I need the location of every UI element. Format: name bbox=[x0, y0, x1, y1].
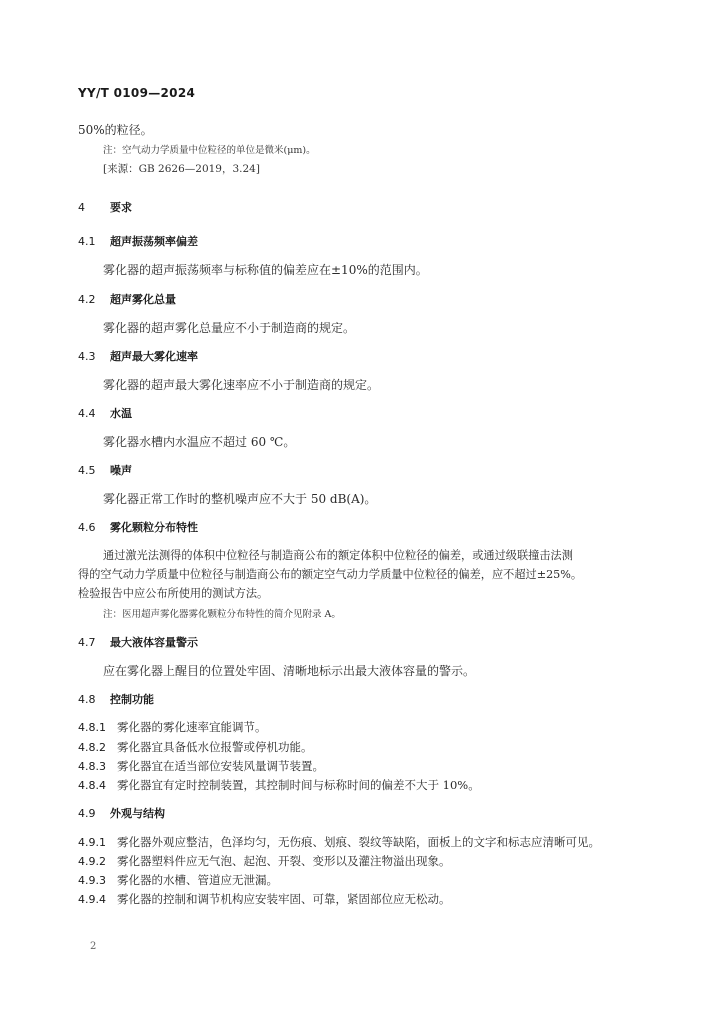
item-number: 4.9.1 bbox=[78, 836, 106, 849]
clause-4-8-1 bbox=[78, 719, 267, 735]
definition-note: 注：空气动力学质量中位粒径的单位是微米(μm)。 bbox=[103, 145, 316, 156]
clause-4-8-2 bbox=[78, 739, 313, 755]
clause-4-2-text: 雾化器的超声雾化总量应不小于制造商的规定。 bbox=[103, 321, 356, 335]
clause-title: 超声振荡频率偏差 bbox=[110, 235, 198, 248]
clause-title: 外观与结构 bbox=[110, 807, 165, 820]
clause-4-1-text: 雾化器的超声振荡频率与标称值的偏差应在±10%的范围内。 bbox=[103, 263, 428, 277]
item-number: 4.9.3 bbox=[78, 874, 106, 887]
clause-4-6-note: 注：医用超声雾化器雾化颗粒分布特性的简介见附录 A。 bbox=[103, 609, 341, 620]
definition-source: [来源：GB 2626—2019，3.24] bbox=[103, 163, 260, 175]
clause-4-4-text: 雾化器水槽内水温应不超过 60 ℃。 bbox=[103, 435, 296, 449]
clause-title: 噪声 bbox=[110, 464, 132, 477]
section-title: 要求 bbox=[110, 201, 132, 214]
clause-4-9-3 bbox=[78, 872, 278, 888]
clause-4-2-heading bbox=[78, 291, 176, 307]
clause-4-3-text: 雾化器的超声最大雾化速率应不小于制造商的规定。 bbox=[103, 378, 380, 392]
page-number: 2 bbox=[90, 941, 97, 952]
clause-4-6-line-2: 得的空气动力学质量中位粒径与制造商公布的额定空气动力学质量中位粒径的偏差，应不超过±25%。 bbox=[78, 568, 583, 581]
item-number: 4.8.3 bbox=[78, 760, 106, 773]
clause-number: 4.1 bbox=[78, 235, 96, 248]
clause-number: 4.6 bbox=[78, 521, 96, 534]
clause-title: 超声雾化总量 bbox=[110, 293, 176, 306]
clause-4-9-4 bbox=[78, 891, 451, 907]
item-text: 雾化器的水槽、管道应无泄漏。 bbox=[117, 873, 278, 887]
item-number: 4.9.2 bbox=[78, 855, 106, 868]
item-number: 4.8.4 bbox=[78, 779, 106, 792]
clause-number: 4.4 bbox=[78, 407, 96, 420]
item-text: 雾化器的控制和调节机构应安装牢固、可靠，紧固部位应无松动。 bbox=[117, 892, 451, 906]
clause-4-7-heading bbox=[78, 634, 198, 650]
item-text: 雾化器塑料件应无气泡、起泡、开裂、变形以及灌注物溢出现象。 bbox=[117, 854, 451, 868]
item-text: 雾化器宜在适当部位安装风量调节装置。 bbox=[117, 759, 324, 773]
clause-4-7-text: 应在雾化器上醒目的位置处牢固、清晰地标示出最大液体容量的警示。 bbox=[103, 664, 476, 678]
item-text: 雾化器外观应整洁，色泽均匀，无伤痕、划痕、裂纹等缺陷，面板上的文字和标志应清晰可见。 bbox=[117, 835, 600, 849]
clause-number: 4.8 bbox=[78, 693, 96, 706]
clause-4-6-line-1: 通过激光法测得的体积中位粒径与制造商公布的额定体积中位粒径的偏差，或通过级联撞击法测 bbox=[103, 549, 573, 562]
clause-number: 4.5 bbox=[78, 464, 96, 477]
clause-4-8-3 bbox=[78, 758, 324, 774]
clause-4-5-heading bbox=[78, 462, 132, 478]
definition-continuation: 50%的粒径。 bbox=[78, 123, 153, 137]
item-text: 雾化器宜有定时控制装置，其控制时间与标称时间的偏差不大于 10%。 bbox=[117, 778, 480, 792]
clause-number: 4.3 bbox=[78, 350, 96, 363]
section-4-heading bbox=[78, 199, 132, 215]
clause-title: 水温 bbox=[110, 407, 132, 420]
clause-title: 最大液体容量警示 bbox=[110, 636, 198, 649]
clause-4-3-heading bbox=[78, 348, 198, 364]
clause-4-8-4 bbox=[78, 777, 480, 793]
item-number: 4.9.4 bbox=[78, 893, 106, 906]
clause-4-6-heading bbox=[78, 519, 198, 535]
clause-4-9-heading bbox=[78, 805, 165, 821]
clause-number: 4.2 bbox=[78, 293, 96, 306]
item-text: 雾化器宜具备低水位报警或停机功能。 bbox=[117, 740, 313, 754]
clause-4-5-text: 雾化器正常工作时的整机噪声应不大于 50 dB(A)。 bbox=[103, 492, 377, 506]
clause-title: 超声最大雾化速率 bbox=[110, 350, 198, 363]
standard-code: YY/T 0109—2024 bbox=[78, 86, 196, 100]
clause-4-1-heading bbox=[78, 233, 198, 249]
clause-4-8-heading bbox=[78, 691, 154, 707]
item-number: 4.8.2 bbox=[78, 741, 106, 754]
clause-number: 4.9 bbox=[78, 807, 96, 820]
item-number: 4.8.1 bbox=[78, 721, 106, 734]
section-number: 4 bbox=[78, 201, 85, 214]
clause-number: 4.7 bbox=[78, 636, 96, 649]
clause-title: 雾化颗粒分布特性 bbox=[110, 521, 198, 534]
clause-4-9-1 bbox=[78, 834, 600, 850]
item-text: 雾化器的雾化速率宜能调节。 bbox=[117, 720, 267, 734]
clause-title: 控制功能 bbox=[110, 693, 154, 706]
clause-4-9-2 bbox=[78, 853, 451, 869]
clause-4-4-heading bbox=[78, 405, 132, 421]
clause-4-6-line-3: 检验报告中应公布所使用的测试方法。 bbox=[78, 587, 269, 600]
